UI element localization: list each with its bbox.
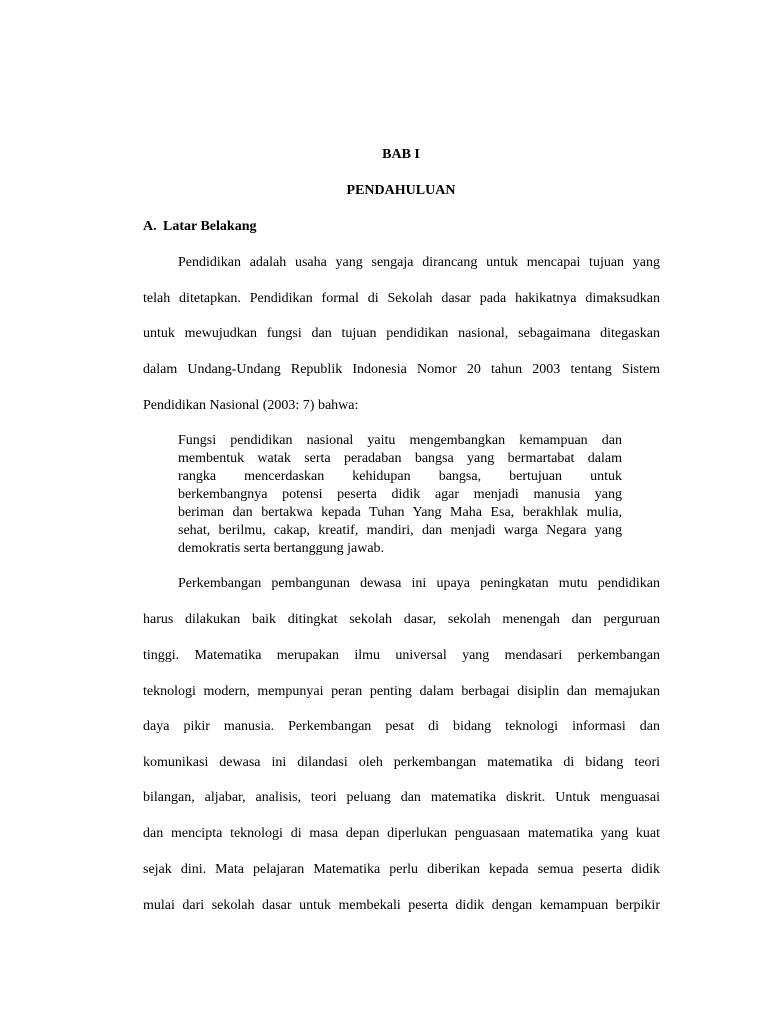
paragraph-line: Pendidikan adalah usaha yang sengaja dirancang untuk mencapai tujuan yang (178, 255, 660, 270)
quote-line: membentuk watak serta peradaban bangsa yang bermartabat dalam (178, 451, 622, 466)
section-title: Latar Belakang (163, 219, 257, 234)
section-heading (143, 219, 256, 235)
quote-line: Fungsi pendidikan nasional yaitu mengembangkan kemampuan dan (178, 433, 622, 448)
paragraph-line: komunikasi dewasa ini dilandasi oleh perkembangan matematika di bidang teori (143, 755, 660, 770)
quote-line: sehat, berilmu, cakap, kreatif, mandiri, dan menjadi warga Negara yang (178, 523, 622, 538)
paragraph-line: dan mencipta teknologi di masa depan diperlukan penguasaan matematika yang kuat (143, 826, 660, 841)
quote-line: beriman dan bertakwa kepada Tuhan Yang Maha Esa, berakhlak mulia, (178, 505, 622, 520)
paragraph-line: Pendidikan Nasional (2003: 7) bahwa: (143, 398, 359, 413)
paragraph-line: mulai dari sekolah dasar untuk membekali peserta didik dengan kemampuan berpikir (143, 898, 660, 913)
paragraph-line: harus dilakukan baik ditingkat sekolah dasar, sekolah menengah dan perguruan (143, 612, 660, 627)
paragraph-line: daya pikir manusia. Perkembangan pesat di bidang teknologi informasi dan (143, 719, 660, 734)
paragraph-line: sejak dini. Mata pelajaran Matematika perlu diberikan kepada semua peserta didik (143, 862, 660, 877)
quote-line: demokratis serta bertanggung jawab. (178, 541, 385, 556)
section-number: A. (143, 219, 157, 234)
quote-line: berkembangnya potensi peserta didik agar menjadi manusia yang (178, 487, 622, 502)
paragraph-line: Perkembangan pembangunan dewasa ini upaya peningkatan mutu pendidikan (178, 576, 660, 591)
chapter-number: BAB I (382, 147, 420, 162)
paragraph-line: teknologi modern, mempunyai peran penting dalam berbagai disiplin dan memajukan (143, 684, 660, 699)
paragraph-line: dalam Undang-Undang Republik Indonesia Nomor 20 tahun 2003 tentang Sistem (143, 362, 660, 377)
paragraph-line: untuk mewujudkan fungsi dan tujuan pendidikan nasional, sebagaimana ditegaskan (143, 326, 660, 341)
chapter-title: PENDAHULUAN (346, 183, 456, 198)
quote-line: rangka mencerdaskan kehidupan bangsa, bertujuan untuk (178, 469, 622, 484)
paragraph-line: telah ditetapkan. Pendidikan formal di Sekolah dasar pada hakikatnya dimaksudkan (143, 291, 660, 306)
paragraph-line: bilangan, aljabar, analisis, teori peluang dan matematika diskrit. Untuk menguasai (143, 790, 660, 805)
paragraph-line: tinggi. Matematika merupakan ilmu universal yang mendasari perkembangan (143, 648, 660, 663)
